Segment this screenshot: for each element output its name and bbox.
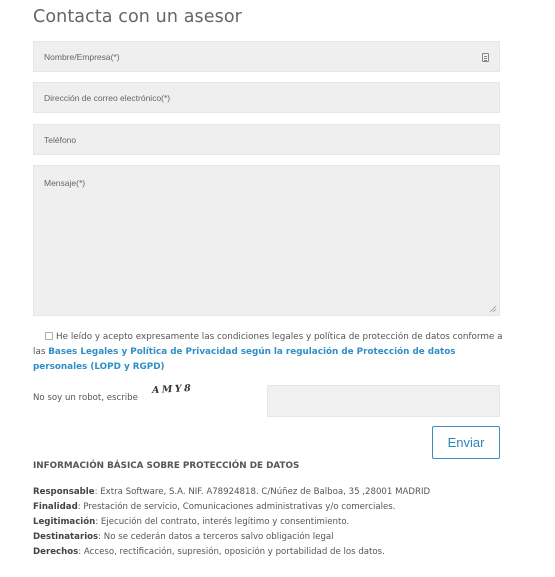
phone-field[interactable] [33,124,500,155]
data-protection-list [33,485,430,560]
message-textarea[interactable] [33,165,500,316]
phone-placeholder: Teléfono [44,135,77,145]
message-placeholder: Mensaje(*) [44,178,86,188]
info-item-legitimacion: Legitimación: Ejecución del contrato, interés legítimo y consentimiento. [33,517,350,527]
data-protection-title: INFORMACIÓN BÁSICA SOBRE PROTECCIÓN DE DATOS [33,461,300,471]
privacy-policy-link[interactable]: Bases Legales y Política de Privacidad según la regulación de Protección de datos personales (LOPD y RGPD) [33,347,456,372]
info-item-derechos: Derechos: Acceso, rectificación, supresión, oposición y portabilidad de los datos. [33,547,385,557]
email-field[interactable] [33,82,500,113]
send-button[interactable]: Enviar [432,426,500,459]
name-company-placeholder: Nombre/Empresa(*) [44,52,120,62]
resize-handle-icon[interactable] [489,305,497,313]
keyboard-icon[interactable] [482,53,489,62]
robot-label: No soy un robot, escribe [33,393,138,403]
name-company-field[interactable] [33,41,500,72]
info-item-finalidad: Finalidad: Prestación de servicio, Comunicaciones administrativas y/o comerciales. [33,502,396,512]
captcha-input[interactable] [267,385,500,417]
email-placeholder: Dirección de correo electrónico(*) [44,93,171,103]
consent-text: He leído y acepto expresamente las condiciones legales y política de protección de datos conforme a las [33,332,503,357]
info-item-responsable: Responsable: Extra Software, S.A. NIF. A78924818. C/Núñez de Balboa, 35 ,28001 MADRID [33,487,431,497]
consent-block [33,330,503,375]
form-title: Contacta con un asesor [33,7,242,27]
consent-checkbox[interactable] [45,332,53,340]
captcha-image: AMY8 [151,382,194,397]
info-item-destinatarios: Destinatarios: No se cederán datos a terceros salvo obligación legal [33,532,334,542]
